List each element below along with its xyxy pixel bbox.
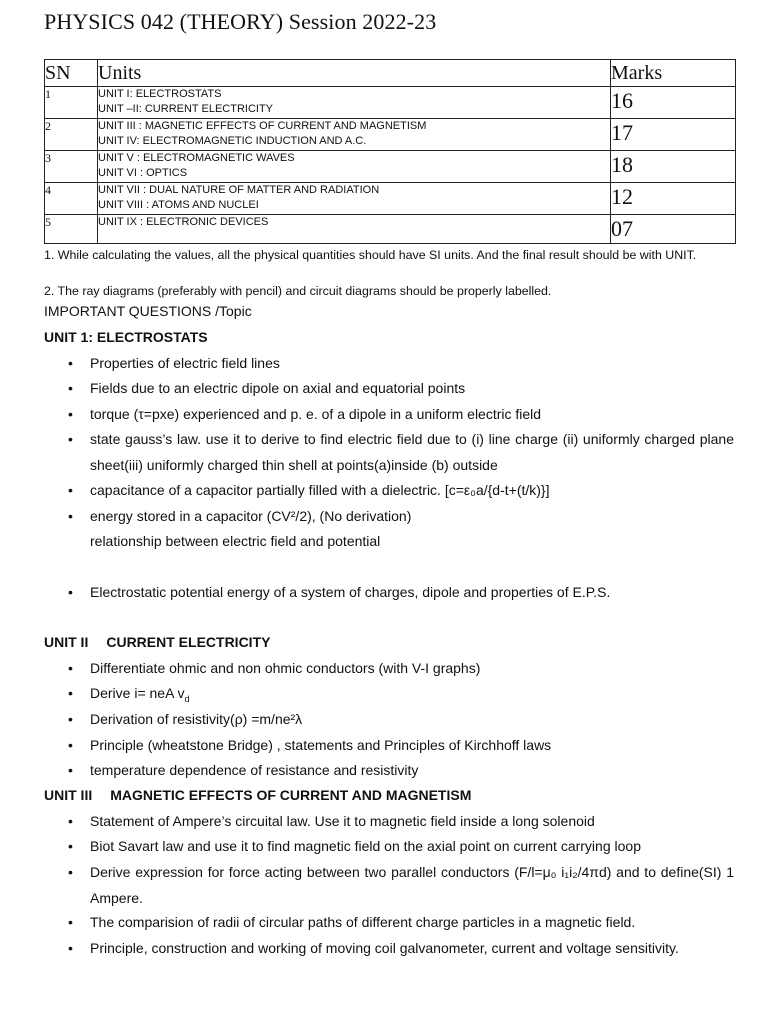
list-item [68, 910, 734, 936]
list-item [68, 758, 734, 784]
unit3-heading [44, 787, 471, 803]
bullet-icon: • [68, 838, 73, 854]
list-item [68, 427, 734, 478]
item-text: Principle (wheatstone Bridge) , statements and Principles of Kirchhoff laws [90, 737, 552, 753]
item-text: Biot Savart law and use it to find magnetic field on the axial point on current carrying loop [90, 838, 641, 854]
unit-line: UNIT –II: CURRENT ELECTRICITY [98, 103, 274, 115]
bullet-icon: • [68, 482, 73, 498]
list-item [68, 707, 734, 733]
row-units [98, 151, 611, 183]
units-marks-table [44, 59, 736, 244]
list-item [68, 376, 734, 402]
item-text: capacitance of a capacitor partially filled with a dielectric. [c=ε₀a/{d-t+(t/k)}] [90, 482, 550, 498]
item-text: The comparision of radii of circular paths of different charge particles in a magnetic field. [90, 914, 636, 930]
bullet-icon: • [68, 762, 73, 778]
unit-line: UNIT VI : OPTICS [98, 167, 188, 179]
row-units [98, 215, 611, 244]
table-row [45, 215, 736, 244]
item-text: Electrostatic potential energy of a system of charges, dipole and properties of E.P.S. [90, 584, 611, 600]
item-text: energy stored in a capacitor (CV²/2), (No derivation) [90, 508, 412, 524]
item-text: Differentiate ohmic and non ohmic conductors (with V-I graphs) [90, 660, 481, 676]
item-text: Derivation of resistivity(ρ) =m/ne²λ [90, 711, 303, 727]
bullet-icon: • [68, 380, 73, 396]
item-text: state gauss’s law. use it to derive to find electric field due to (i) line charge (ii) uniformly charged plane sheet(iii) uniformly charged thin shell at points(a)inside (b) outside [90, 431, 734, 473]
bullet-icon: • [68, 508, 73, 524]
list-item [68, 478, 734, 504]
list-item [68, 351, 734, 377]
unit2-heading [44, 634, 270, 650]
header-units: Units [98, 60, 611, 87]
header-sn: SN [45, 60, 98, 87]
table-row [45, 87, 736, 119]
bullet-icon: • [68, 584, 73, 600]
unit-line: UNIT I: ELECTROSTATS [98, 88, 222, 100]
bullet-icon: • [68, 914, 73, 930]
list-item [68, 809, 734, 835]
important-questions-heading: IMPORTANT QUESTIONS /Topic [44, 303, 252, 319]
row-sn: 2 [45, 119, 98, 151]
header-marks: Marks [611, 60, 736, 87]
row-sn: 4 [45, 183, 98, 215]
table-row [45, 151, 736, 183]
unit-line: UNIT VII : DUAL NATURE OF MATTER AND RADIATION [98, 184, 380, 196]
list-item [68, 834, 734, 860]
bullet-icon: • [68, 685, 73, 701]
list-item [68, 733, 734, 759]
unit-line: UNIT IV: ELECTROMAGNETIC INDUCTION AND A.C. [98, 135, 367, 147]
bullet-icon: • [68, 406, 73, 422]
note-diagrams: 2. The ray diagrams (preferably with pencil) and circuit diagrams should be properly labelled. [44, 284, 552, 298]
item-text: torque (τ=pxe) experienced and p. e. of a dipole in a uniform electric field [90, 406, 542, 422]
row-units [98, 183, 611, 215]
note-si-units: 1. While calculating the values, all the physical quantities should have SI units. And the final result should be with UNIT. [44, 248, 697, 262]
row-marks: 07 [611, 215, 736, 244]
unit2-heading-label: UNIT II [44, 634, 89, 650]
row-marks: 18 [611, 151, 736, 183]
row-units [98, 87, 611, 119]
document-title: PHYSICS 042 (THEORY) Session 2022-23 [44, 9, 437, 34]
list-item [68, 936, 734, 962]
item-text: Principle, construction and working of moving coil galvanometer, current and voltage sensitivity. [90, 940, 679, 956]
row-sn: 3 [45, 151, 98, 183]
bullet-icon: • [68, 813, 73, 829]
list-item [68, 402, 734, 428]
bullet-icon: • [68, 660, 73, 676]
unit2-heading-title: CURRENT ELECTRICITY [106, 634, 271, 650]
table-row [45, 119, 736, 151]
bullet-icon: • [68, 864, 73, 880]
unit3-heading-label: UNIT III [44, 787, 93, 803]
row-sn: 5 [45, 215, 98, 244]
row-marks: 17 [611, 119, 736, 151]
bullet-icon: • [68, 940, 73, 956]
unit-line: UNIT V : ELECTROMAGNETIC WAVES [98, 152, 295, 164]
vd-subscript: d [184, 693, 190, 704]
unit1-heading: UNIT 1: ELECTROSTATS [44, 329, 208, 345]
bullet-icon: • [68, 737, 73, 753]
unit-line: UNIT VIII : ATOMS AND NUCLEI [98, 199, 259, 211]
item-text: Statement of Ampere’s circuital law. Use it to magnetic field inside a long solenoid [90, 813, 595, 829]
list-item [68, 860, 734, 911]
unit-line: UNIT IX : ELECTRONIC DEVICES [98, 216, 269, 228]
bullet-icon: • [68, 431, 73, 447]
item-text-main: Derive i= neA v [90, 685, 185, 701]
item-text: Fields due to an electric dipole on axial and equatorial points [90, 380, 466, 396]
item-text: temperature dependence of resistance and resistivity [90, 762, 419, 778]
list-item [68, 580, 734, 606]
list-item [68, 504, 734, 530]
item-text: Derive expression for force acting between two parallel conductors (F/l=μ₀ i₁i₂/4πd) and to define(SI) 1 Ampere. [90, 864, 734, 906]
unit-line: UNIT III : MAGNETIC EFFECTS OF CURRENT AND MAGNETISM [98, 120, 427, 132]
row-sn: 1 [45, 87, 98, 119]
table-row [45, 183, 736, 215]
continuation-line: relationship between electric field and potential [90, 533, 381, 549]
row-marks: 16 [611, 87, 736, 119]
list-item [68, 656, 734, 682]
item-text: Properties of electric field lines [90, 355, 280, 371]
bullet-icon: • [68, 711, 73, 727]
unit3-heading-title: MAGNETIC EFFECTS OF CURRENT AND MAGNETISM [110, 787, 472, 803]
table-header-row [45, 60, 736, 87]
row-units [98, 119, 611, 151]
bullet-icon: • [68, 355, 73, 371]
row-marks: 12 [611, 183, 736, 215]
